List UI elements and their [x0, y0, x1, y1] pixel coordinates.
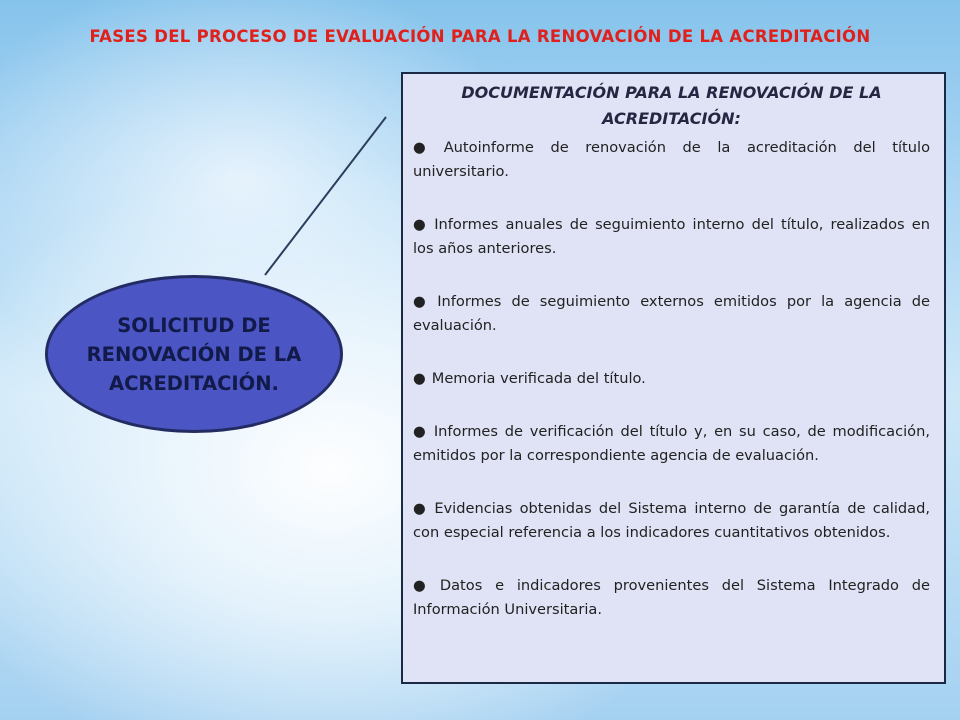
documentation-panel — [401, 72, 946, 684]
document-item — [413, 420, 930, 468]
bullet-icon: ● — [413, 577, 434, 594]
document-item — [413, 367, 930, 391]
bullet-icon: ● — [413, 370, 426, 387]
diagram-title: FASES DEL PROCESO DE EVALUACIÓN PARA LA RENOVACIÓN DE LA ACREDITACIÓN — [89, 27, 871, 46]
bullet-icon: ● — [413, 139, 438, 156]
document-item — [413, 290, 930, 338]
document-item-text: Informes de verificación del título y, en su caso, de modificación, emitidos por la correspondiente agencia de evaluación. — [413, 423, 930, 464]
documents-list — [413, 136, 930, 622]
bullet-icon: ● — [413, 423, 428, 440]
document-item-text: Evidencias obtenidas del Sistema interno de garantía de calidad, con especial referencia a los indicadores cuantitativos obtenidos. — [413, 500, 930, 541]
document-item — [413, 213, 930, 261]
document-item — [413, 136, 930, 184]
document-item-text: Informes anuales de seguimiento interno del título, realizados en los años anteriores. — [413, 216, 930, 257]
solicitud-ellipse — [45, 275, 343, 433]
bullet-icon: ● — [413, 216, 429, 233]
document-item-text: Autoinforme de renovación de la acreditación del título universitario. — [413, 139, 931, 180]
document-item — [413, 574, 930, 622]
document-item-text: Informes de seguimiento externos emitidos por la agencia de evaluación. — [413, 293, 931, 334]
document-item — [413, 497, 930, 545]
document-item-text: Datos e indicadores provenientes del Sistema Integrado de Información Universitaria. — [413, 577, 931, 618]
bullet-icon: ● — [413, 293, 432, 310]
ellipse-label: SOLICITUD DE RENOVACIÓN DE LA ACREDITACIÓN. — [86, 313, 302, 395]
panel-title: DOCUMENTACIÓN PARA LA RENOVACIÓN DE LA ACREDITACIÓN: — [461, 83, 882, 128]
document-item-text: Memoria verificada del título. — [431, 370, 646, 387]
bullet-icon: ● — [413, 500, 429, 517]
